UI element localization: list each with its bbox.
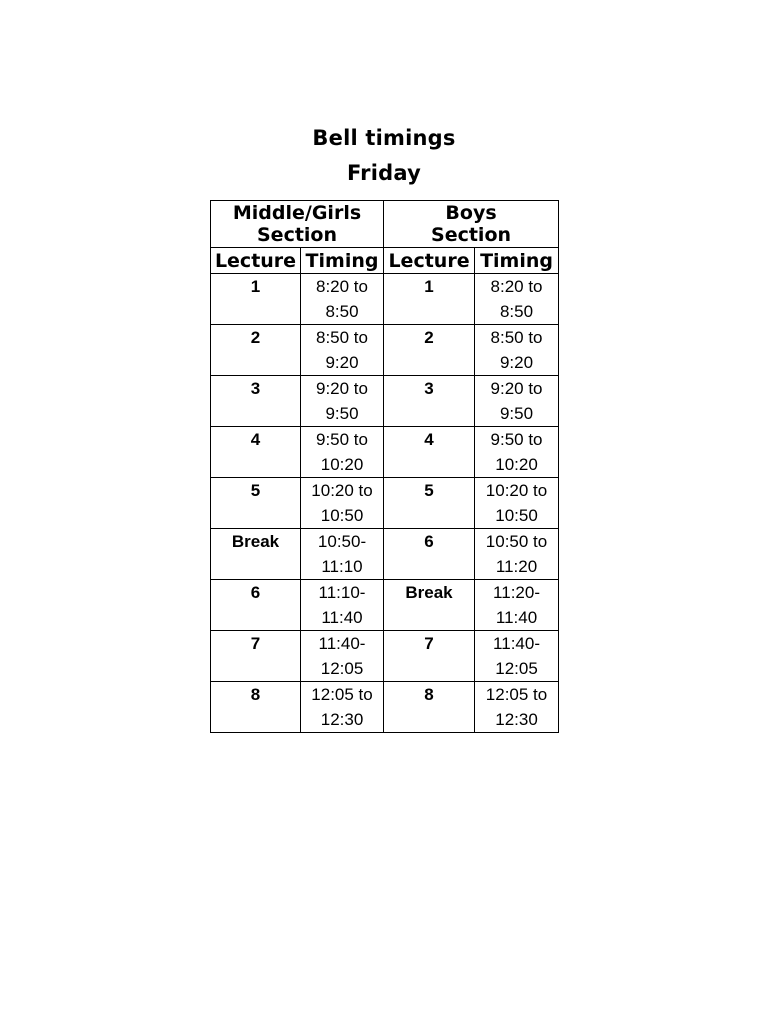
cell-text: 9:20 to bbox=[490, 379, 543, 398]
cell-text: 8:20 to bbox=[316, 277, 368, 296]
cell-text: 12:05 to bbox=[485, 685, 548, 704]
table-row bbox=[211, 325, 559, 376]
table-row bbox=[211, 274, 559, 325]
girls-timing-cell bbox=[301, 478, 384, 529]
girls-timing-cell bbox=[301, 682, 384, 733]
cell-text: 8:20 to bbox=[490, 277, 543, 296]
girls-timing-cell bbox=[301, 274, 384, 325]
table-row bbox=[211, 376, 559, 427]
boys-timing-cell bbox=[475, 376, 559, 427]
bell-timings-table bbox=[210, 200, 559, 733]
column-header-lecture: Lecture bbox=[384, 248, 475, 274]
cell-text: Break bbox=[405, 583, 453, 602]
section-header-middle-girls bbox=[211, 201, 384, 248]
girls-lecture-cell bbox=[211, 529, 301, 580]
table-row bbox=[211, 631, 559, 682]
cell-text: Break bbox=[231, 532, 280, 551]
cell-text: 11:20- bbox=[493, 583, 540, 602]
cell-text: 2 bbox=[424, 328, 434, 347]
cell-text: 12:05 to bbox=[311, 685, 373, 704]
girls-timing-cell bbox=[301, 325, 384, 376]
cell-text: 6 bbox=[250, 583, 261, 602]
boys-timing-cell bbox=[475, 580, 559, 631]
boys-timing-cell bbox=[475, 478, 559, 529]
cell-text: 10:50 to bbox=[485, 532, 548, 551]
cell-text: 9:20 to bbox=[316, 379, 368, 398]
cell-text: 11:40- bbox=[493, 634, 540, 653]
cell-text: 9:50 to bbox=[316, 430, 368, 449]
cell-text: 8 bbox=[250, 685, 261, 704]
boys-lecture-cell bbox=[384, 427, 475, 478]
table-row bbox=[211, 580, 559, 631]
boys-lecture-cell bbox=[384, 325, 475, 376]
girls-timing-cell bbox=[301, 529, 384, 580]
boys-lecture-cell bbox=[384, 631, 475, 682]
cell-text: 10:50- bbox=[317, 532, 367, 551]
column-header-timing: Timing bbox=[475, 248, 559, 274]
boys-lecture-cell bbox=[384, 274, 475, 325]
cell-text: 1 bbox=[424, 277, 434, 296]
table-row bbox=[211, 682, 559, 733]
cell-text: 5 bbox=[424, 481, 434, 500]
girls-lecture-cell bbox=[211, 427, 301, 478]
cell-text: 11:10- bbox=[318, 583, 366, 602]
section-header-boys bbox=[384, 201, 559, 248]
girls-timing-cell bbox=[301, 631, 384, 682]
column-header-lecture: Lecture bbox=[211, 248, 301, 274]
cell-text: 7 bbox=[250, 634, 261, 653]
girls-timing-cell bbox=[301, 427, 384, 478]
boys-lecture-cell bbox=[384, 478, 475, 529]
section-name-line1: Middle/Girls bbox=[232, 202, 362, 224]
cell-text: 12:05 bbox=[320, 659, 364, 678]
girls-lecture-cell bbox=[211, 631, 301, 682]
cell-text: 11:40- bbox=[318, 634, 366, 653]
cell-text: 9:20 bbox=[499, 353, 534, 372]
boys-timing-cell bbox=[475, 325, 559, 376]
cell-text: 8:50 bbox=[499, 302, 534, 321]
page-title: Bell timings bbox=[312, 126, 456, 150]
cell-text: 11:40 bbox=[495, 608, 538, 627]
day-subtitle: Friday bbox=[346, 161, 421, 185]
section-name-line1: Boys bbox=[445, 202, 497, 224]
girls-lecture-cell bbox=[211, 376, 301, 427]
cell-text: 9:20 bbox=[325, 353, 359, 372]
boys-timing-cell bbox=[475, 274, 559, 325]
boys-lecture-cell bbox=[384, 376, 475, 427]
table-row bbox=[211, 529, 559, 580]
section-name-line2: Section bbox=[257, 224, 338, 246]
boys-lecture-cell bbox=[384, 529, 475, 580]
cell-text: 9:50 to bbox=[490, 430, 543, 449]
cell-text: 3 bbox=[250, 379, 261, 398]
cell-text: 4 bbox=[424, 430, 434, 449]
cell-text: 6 bbox=[424, 532, 434, 551]
girls-lecture-cell bbox=[211, 478, 301, 529]
section-name-line2: Section bbox=[431, 224, 512, 246]
boys-timing-cell bbox=[475, 427, 559, 478]
cell-text: 8:50 to bbox=[316, 328, 368, 347]
cell-text: 11:20 bbox=[495, 557, 538, 576]
cell-text: 3 bbox=[424, 379, 434, 398]
girls-lecture-cell bbox=[211, 682, 301, 733]
boys-timing-cell bbox=[475, 529, 559, 580]
cell-text: 9:50 bbox=[499, 404, 534, 423]
cell-text: 2 bbox=[250, 328, 261, 347]
cell-text: 10:20 to bbox=[485, 481, 548, 500]
boys-lecture-cell bbox=[384, 580, 475, 631]
girls-timing-cell bbox=[301, 376, 384, 427]
cell-text: 10:50 bbox=[495, 506, 538, 525]
girls-timing-cell bbox=[301, 580, 384, 631]
cell-text: 12:05 bbox=[495, 659, 538, 678]
cell-text: 11:10 bbox=[321, 557, 363, 576]
cell-text: 1 bbox=[250, 277, 261, 296]
cell-text: 12:30 bbox=[495, 710, 538, 729]
boys-timing-cell bbox=[475, 631, 559, 682]
boys-timing-cell bbox=[475, 682, 559, 733]
cell-text: 4 bbox=[250, 430, 261, 449]
cell-text: 8:50 to bbox=[490, 328, 543, 347]
table-row bbox=[211, 427, 559, 478]
cell-text: 10:50 bbox=[320, 506, 364, 525]
cell-text: 5 bbox=[250, 481, 261, 500]
cell-text: 9:50 bbox=[325, 404, 359, 423]
cell-text: 11:40 bbox=[321, 608, 363, 627]
cell-text: 10:20 bbox=[495, 455, 538, 474]
column-header-timing: Timing bbox=[301, 248, 384, 274]
cell-text: 8:50 bbox=[325, 302, 359, 321]
girls-lecture-cell bbox=[211, 580, 301, 631]
girls-lecture-cell bbox=[211, 325, 301, 376]
cell-text: 7 bbox=[424, 634, 434, 653]
girls-lecture-cell bbox=[211, 274, 301, 325]
cell-text: 10:20 bbox=[320, 455, 364, 474]
cell-text: 12:30 bbox=[320, 710, 364, 729]
table-row bbox=[211, 478, 559, 529]
cell-text: 10:20 to bbox=[311, 481, 373, 500]
boys-lecture-cell bbox=[384, 682, 475, 733]
cell-text: 8 bbox=[424, 685, 434, 704]
